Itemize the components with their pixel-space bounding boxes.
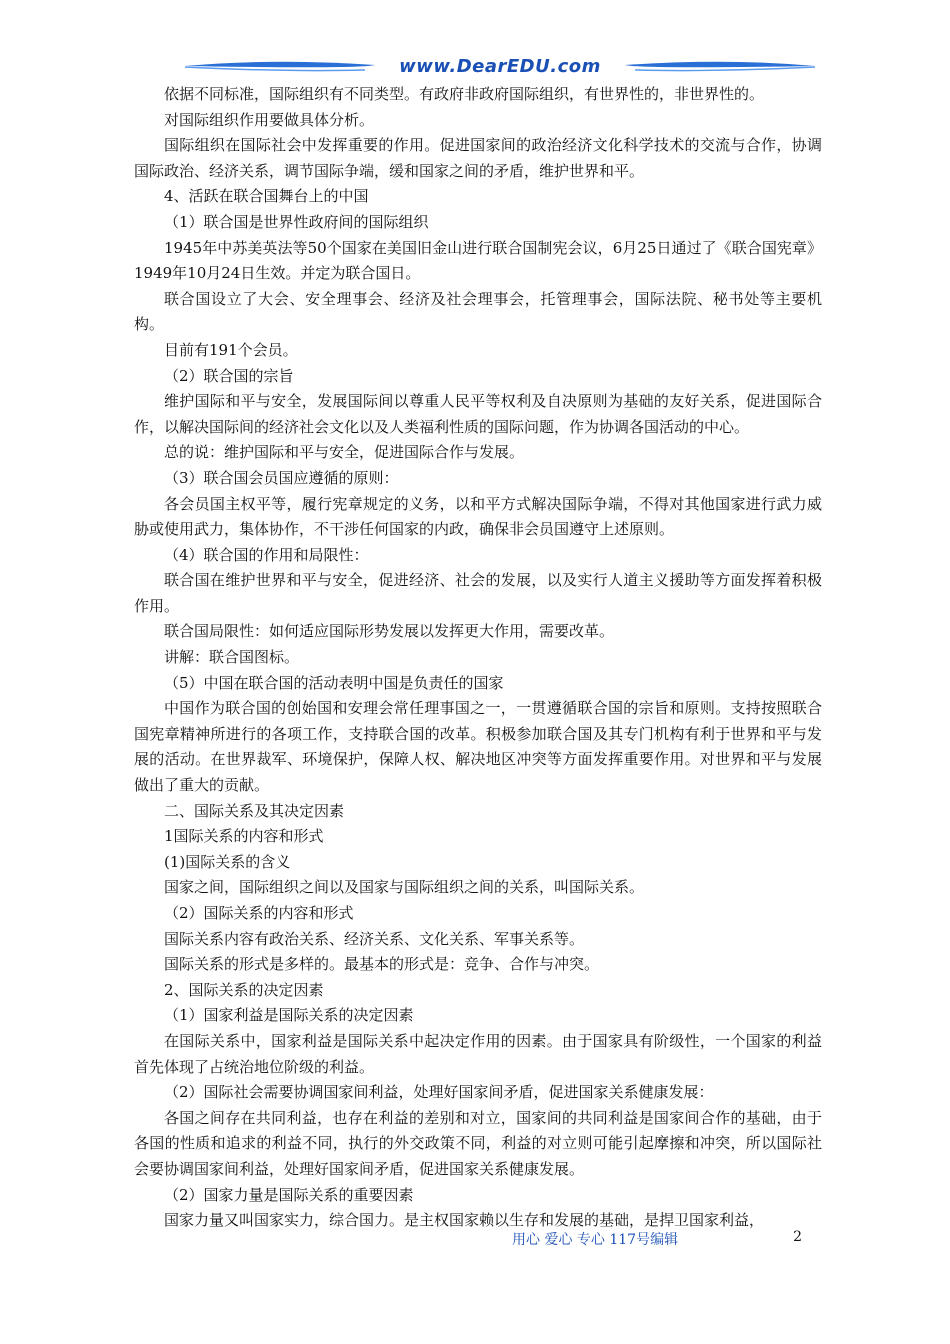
paragraph: 各国之间存在共同利益，也存在利益的差别和对立，国家间的共同利益是国家间合作的基础，由于各国的性质和追求的利益不同，执行的外交政策不同，利益的对立则可能引起摩擦和冲突，所以国际社会要协调国家间利益，处理好国家间矛盾，促进国家关系健康发展。 <box>134 1108 822 1178</box>
paragraph: （5）中国在联合国的活动表明中国是负责任的国家 <box>164 673 504 692</box>
paragraph: 各会员国主权平等，履行宪章规定的义务，以和平方式解决国际争端，不得对其他国家进行武力威胁或使用武力，集体协作，不干涉任何国家的内政，确保非会员国遵守上述原则。 <box>134 494 822 539</box>
paragraph: 依据不同标准，国际组织有不同类型。有政府非政府国际组织，有世界性的，非世界性的。 <box>164 85 765 103</box>
paragraph: 国家之间，国际组织之间以及国家与国际组织之间的关系，叫国际关系。 <box>164 878 645 897</box>
paragraph: 二、国际关系及其决定因素 <box>164 801 345 820</box>
paragraph: 总的说：维护国际和平与安全，促进国际合作与发展。 <box>164 443 525 462</box>
paragraph: 1945年中苏美英法等50个国家在美国旧金山进行联合国制宪会议，6月25日通过了《联合国宪章》1949年10月24日生效。并定为联合国日。 <box>134 238 822 283</box>
paragraph: 2、国际关系的决定因素 <box>164 980 324 999</box>
paragraph: 4、活跃在联合国舞台上的中国 <box>164 187 369 206</box>
document-body <box>134 82 822 1234</box>
footer-credit: 用心 爱心 专心 117号编辑 <box>512 1232 679 1248</box>
paragraph: （1）国家利益是国际关系的决定因素 <box>164 1006 414 1025</box>
paragraph: 在国际关系中，国家利益是国际关系中起决定作用的因素。由于国家具有阶级性，一个国家的利益首先体现了占统治地位阶级的利益。 <box>134 1031 822 1076</box>
paragraph: 国际组织在国际社会中发挥重要的作用。促进国家间的政治经济文化科学技术的交流与合作，协调国际政治、经济关系，调节国际争端，缓和国家之间的矛盾，维护世界和平。 <box>134 136 822 180</box>
site-logo-text: www.DearEDU.com <box>399 56 601 77</box>
page-footer <box>134 1229 822 1253</box>
paragraph: 中国作为联合国的创始国和安理会常任理事国之一，一贯遵循联合国的宗旨和原则。支持按照联合国宪章精神所进行的各项工作，支持联合国的改革。积极参加联合国及其专门机构有利于世界和平与发展的活动。在世界裁军、环境保护，保障人权、解决地区冲突等方面发挥重要作用。对世界和平与发展做出了重大的贡献。 <box>134 699 822 795</box>
paragraph: （1）联合国是世界性政府间的国际组织 <box>164 212 429 231</box>
paragraph: 1国际关系的内容和形式 <box>164 827 324 846</box>
page-header <box>185 54 815 84</box>
paragraph: 联合国在维护世界和平与安全，促进经济、社会的发展，以及实行人道主义援助等方面发挥着积极作用。 <box>134 571 822 615</box>
paragraph: 国际关系的形式是多样的。最基本的形式是：竞争、合作与冲突。 <box>164 955 600 974</box>
paragraph: （3）联合国会员国应遵循的原则： <box>164 468 399 487</box>
paragraph: （2）国家力量是国际关系的重要因素 <box>164 1185 414 1204</box>
paragraph: （2）联合国的宗旨 <box>164 366 294 385</box>
paragraph: 讲解：联合国图标。 <box>164 648 300 667</box>
paragraph: (1)国际关系的含义 <box>164 852 291 871</box>
paragraph: 维护国际和平与安全，发展国际间以尊重人民平等权利及自决原则为基础的友好关系，促进国际合作，以解决国际间的经济社会文化以及人类福利性质的国际问题，作为协调各国活动的中心。 <box>134 392 822 436</box>
paragraph: 目前有191个会员。 <box>164 340 298 359</box>
paragraph: 联合国局限性：如何适应国际形势发展以发挥更大作用，需要改革。 <box>164 622 615 641</box>
paragraph: 国际关系内容有政治关系、经济关系、文化关系、军事关系等。 <box>164 929 585 948</box>
paragraph: （2）国际社会需要协调国家间利益，处理好国家间矛盾，促进国家关系健康发展： <box>164 1083 714 1102</box>
paragraph: 对国际组织作用要做具体分析。 <box>164 110 375 129</box>
page-number: 2 <box>793 1229 802 1245</box>
paragraph: （4）联合国的作用和局限性： <box>164 545 369 564</box>
paragraph: （2）国际关系的内容和形式 <box>164 904 354 922</box>
paragraph: 国家力量又叫国家实力，综合国力。是主权国家赖以生存和发展的基础，是捍卫国家利益， <box>164 1211 765 1230</box>
paragraph: 联合国设立了大会、安全理事会、经济及社会理事会，托管理事会，国际法院、秘书处等主要机构。 <box>134 289 822 334</box>
